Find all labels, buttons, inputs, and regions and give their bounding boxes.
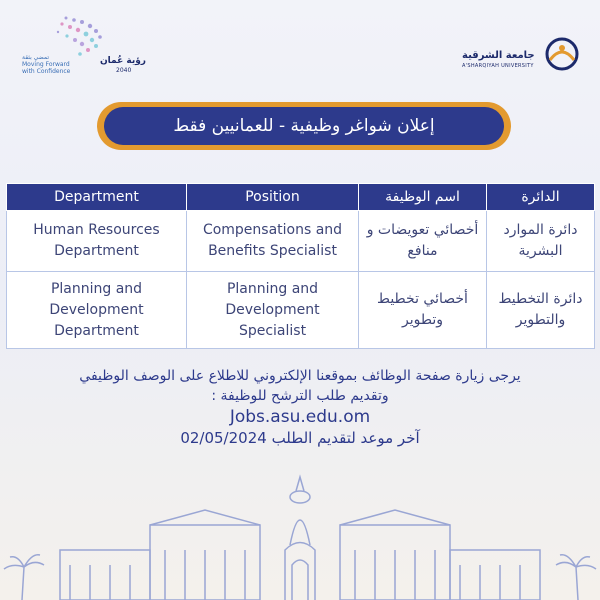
cell-department-ar: دائرة التخطيط والتطوير <box>487 272 595 349</box>
table-row <box>7 211 595 272</box>
vision-label: رؤية عُمان <box>100 56 146 66</box>
cell-department-en: Human Resources Department <box>7 211 187 272</box>
header-position: Position <box>187 184 359 211</box>
table-row <box>7 272 595 349</box>
cell-department-ar: دائرة الموارد البشرية <box>487 211 595 272</box>
cell-position-en: Planning and Development Specialist <box>187 272 359 349</box>
instructions-line-2: وتقديم طلب الترشح للوظيفة : <box>211 388 389 404</box>
header-department: Department <box>7 184 187 211</box>
header-position-ar: اسم الوظيفة <box>359 184 487 211</box>
cell-department-en: Planning and Development Department <box>7 272 187 349</box>
announcement-title: إعلان شواغر وظيفية - للعمانيين فقط <box>104 107 504 145</box>
cell-position-ar: أخصائي تعويضات و منافع <box>359 211 487 272</box>
table-header-row <box>7 184 595 211</box>
cell-position-en: Compensations and Benefits Specialist <box>187 211 359 272</box>
application-deadline: آخر موعد لتقديم الطلب 02/05/2024 <box>180 429 420 447</box>
cell-position-ar: أخصائي تخطيط وتطوير <box>359 272 487 349</box>
vision-year: 2040 <box>116 67 132 74</box>
campus-skyline-illustration <box>0 455 600 600</box>
vision-slogan: تمضي بثقة Moving Forward with Confidence <box>22 54 71 75</box>
jobs-website-link[interactable]: Jobs.asu.edu.om <box>229 407 371 427</box>
instructions-line-1: يرجى زيارة صفحة الوظائف بموقعنا الإلكتروني للاطلاع على الوصف الوظيفي <box>79 368 521 384</box>
university-name-en: A'SHARQIYAH UNIVERSITY <box>462 63 534 69</box>
header-department-ar: الدائرة <box>487 184 595 211</box>
university-name-ar: جامعة الشرقية <box>462 50 535 61</box>
jobs-table <box>6 183 595 349</box>
